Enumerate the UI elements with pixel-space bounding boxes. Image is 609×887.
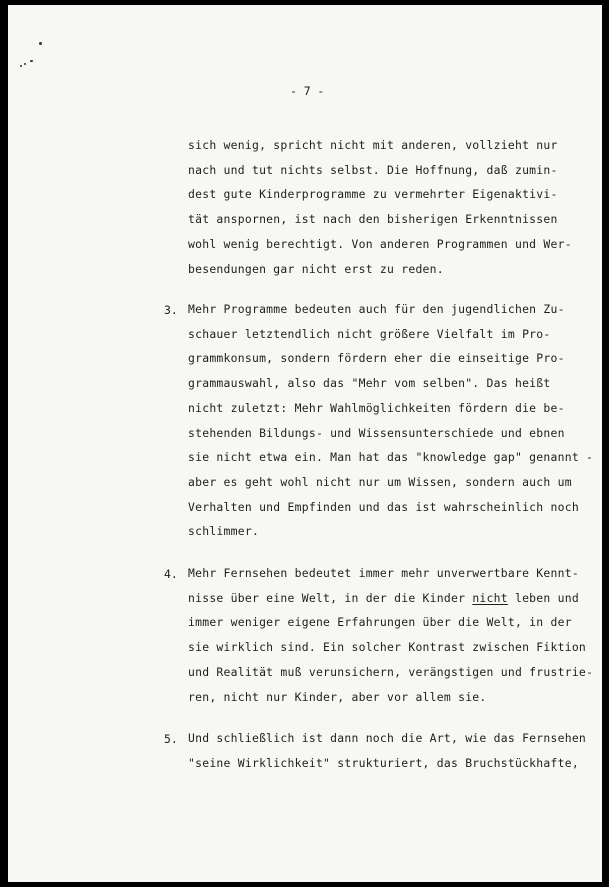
- scan-speck: [39, 42, 42, 45]
- text-line: schlimmer.: [188, 524, 260, 539]
- text-line: [188, 586, 593, 611]
- text-line: stehenden Bildungs- und Wissensunterschiede und ebnen: [188, 425, 565, 440]
- document-page: [8, 5, 602, 882]
- text-line: sich wenig, spricht nicht mit anderen, vollzieht nur: [188, 138, 558, 152]
- text-line: wohl wenig berechtigt. Von anderen Programmen und Wer-: [188, 236, 572, 251]
- text-line: grammauswahl, also das "Mehr vom selben". Das heißt: [188, 376, 551, 391]
- text-line: "seine Wirklichkeit" strukturiert, das Bruchstückhafte,: [188, 755, 579, 770]
- underlined-word: nicht: [472, 590, 508, 605]
- text-line: sie nicht etwa ein. Man hat das "knowledge gap" genannt -: [188, 450, 594, 465]
- text-segment: leben und: [507, 590, 579, 605]
- list-marker-5: 5.: [164, 732, 178, 746]
- text-line: Mehr Fernsehen bedeutet immer mehr unverwertbare Kennt-: [188, 566, 579, 580]
- page-number: - 7 -: [290, 84, 325, 98]
- list-item-3: [188, 297, 593, 544]
- text-line: und Realität muß verunsichern, verängstigen und frustrie-: [188, 664, 594, 679]
- text-line: Und schließlich ist dann noch die Art, wie das Fernsehen: [188, 731, 587, 745]
- text-line: nach und tut nichts selbst. Die Hoffnung, daß zumin-: [188, 162, 558, 177]
- text-line: grammkonsum, sondern fördern eher die einseitige Pro-: [188, 351, 565, 366]
- paragraph-continuation: [188, 133, 572, 281]
- list-marker-4: 4.: [164, 567, 178, 581]
- list-marker-3: 3.: [164, 303, 178, 317]
- list-item-4: [188, 561, 593, 709]
- text-line: besendungen gar nicht erst zu reden.: [188, 261, 444, 276]
- text-line: tät anspornen, ist nach den bisherigen Erkenntnissen: [188, 212, 558, 227]
- scan-speck: [30, 60, 33, 62]
- text-line: schauer letztendlich nicht größere Vielfalt im Pro-: [188, 326, 551, 341]
- text-segment: nisse über eine Welt, in der die Kinder: [188, 590, 473, 605]
- text-line: aber es geht wohl nicht nur um Wissen, sondern auch um: [188, 474, 572, 489]
- text-line: dest gute Kinderprogramme zu vermehrter Eigenaktivi-: [188, 187, 558, 202]
- list-item-5: [188, 726, 586, 775]
- text-line: nicht zuletzt: Mehr Wahlmöglichkeiten fördern die be-: [188, 400, 565, 415]
- text-line: Mehr Programme bedeuten auch für den jugendlichen Zu-: [188, 302, 565, 316]
- text-line: ren, nicht nur Kinder, aber vor allem sie.: [188, 689, 487, 704]
- text-line: immer weniger eigene Erfahrungen über die Welt, in der: [188, 615, 572, 630]
- scan-speck: [24, 63, 26, 65]
- scan-speck: [20, 65, 22, 67]
- text-line: sie wirklich sind. Ein solcher Kontrast zwischen Fiktion: [188, 640, 587, 655]
- text-line: Verhalten und Empfinden und das ist wahrscheinlich noch: [188, 499, 579, 514]
